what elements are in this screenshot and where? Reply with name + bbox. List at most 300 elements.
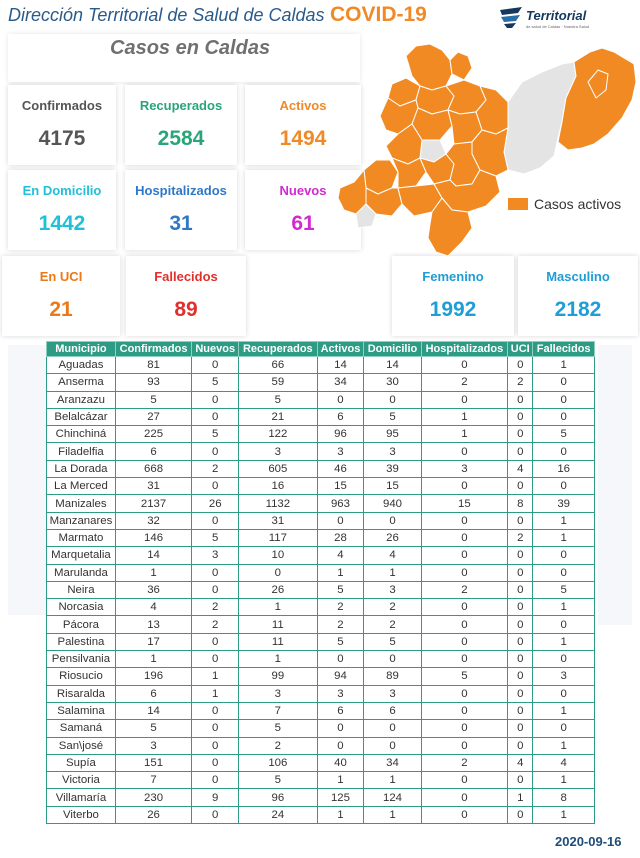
table-row [47,512,595,529]
stat-card-domicilio [8,170,116,250]
value-cell: 11 [239,633,317,650]
value-cell: 3 [115,737,191,754]
side-shade [8,345,48,615]
value-cell: 0 [508,357,533,374]
value-cell: 4 [533,754,595,771]
value-cell: 26 [364,529,421,546]
value-cell: 151 [115,754,191,771]
municipio-cell: Anserma [47,374,116,391]
value-cell: 5 [533,581,595,598]
value-cell: 0 [421,512,508,529]
value-cell: 1 [239,599,317,616]
value-cell: 0 [192,391,239,408]
table-row [47,720,595,737]
value-cell: 0 [508,391,533,408]
value-cell: 0 [421,599,508,616]
value-cell: 0 [421,633,508,650]
value-cell: 7 [239,702,317,719]
value-cell: 66 [239,357,317,374]
municipio-cell: Aranzazu [47,391,116,408]
table-row [47,426,595,443]
value-cell: 0 [508,512,533,529]
table-row [47,478,595,495]
value-cell: 0 [317,391,364,408]
value-cell: 1 [421,426,508,443]
value-cell: 8 [508,495,533,512]
stat-label: Hospitalizados [135,183,227,198]
table-row [47,668,595,685]
value-cell: 0 [508,581,533,598]
value-cell: 2 [192,460,239,477]
value-cell: 0 [192,512,239,529]
value-cell: 0 [533,685,595,702]
value-cell: 16 [533,460,595,477]
value-cell: 3 [364,685,421,702]
municipios-table [46,341,595,824]
value-cell: 0 [317,651,364,668]
stat-card-confirmados [8,85,116,165]
stat-label: En UCI [39,269,83,284]
report-date: 2020-09-16 [555,834,622,849]
value-cell: 0 [508,443,533,460]
value-cell: 36 [115,581,191,598]
value-cell: 2 [364,599,421,616]
stat-label: Activos [279,98,327,113]
stat-card-masculino [518,256,638,336]
legend-swatch [508,198,528,210]
municipio-cell: Samaná [47,720,116,737]
value-cell: 0 [533,616,595,633]
value-cell: 1132 [239,495,317,512]
municipio-cell: Aguadas [47,357,116,374]
value-cell: 117 [239,529,317,546]
value-cell: 0 [421,357,508,374]
value-cell: 0 [192,408,239,425]
table-row [47,547,595,564]
value-cell: 3 [421,460,508,477]
value-cell: 0 [421,391,508,408]
value-cell: 0 [508,633,533,650]
value-cell: 0 [508,599,533,616]
value-cell: 6 [317,408,364,425]
value-cell: 1 [533,737,595,754]
value-cell: 0 [421,564,508,581]
municipio-cell: Viterbo [47,806,116,823]
municipio-cell: Victoria [47,772,116,789]
municipio-cell: Chinchiná [47,426,116,443]
value-cell: 3 [364,581,421,598]
value-cell: 0 [192,651,239,668]
value-cell: 4 [364,547,421,564]
logo-emblem-icon [498,4,524,30]
value-cell: 668 [115,460,191,477]
value-cell: 0 [239,564,317,581]
value-cell: 5 [364,408,421,425]
value-cell: 3 [192,547,239,564]
value-cell: 39 [364,460,421,477]
municipio-cell: Marquetalia [47,547,116,564]
value-cell: 2 [192,599,239,616]
value-cell: 16 [239,478,317,495]
map-region [450,52,472,80]
value-cell: 0 [508,720,533,737]
value-cell: 0 [192,443,239,460]
stat-value: 1442 [38,212,86,235]
municipio-cell: Palestina [47,633,116,650]
value-cell: 39 [533,495,595,512]
territorial-logo [498,4,628,32]
value-cell: 0 [508,564,533,581]
value-cell: 0 [192,633,239,650]
value-cell: 89 [364,668,421,685]
value-cell: 124 [364,789,421,806]
value-cell: 94 [317,668,364,685]
value-cell: 5 [239,391,317,408]
value-cell: 21 [239,408,317,425]
column-header: Activos [317,342,364,357]
value-cell: 96 [317,426,364,443]
value-cell: 24 [239,806,317,823]
value-cell: 3 [239,685,317,702]
stat-label: Nuevos [279,183,327,198]
value-cell: 14 [317,357,364,374]
municipio-cell: Salamina [47,702,116,719]
value-cell: 0 [533,374,595,391]
value-cell: 2 [421,754,508,771]
value-cell: 0 [364,512,421,529]
value-cell: 5 [533,426,595,443]
value-cell: 0 [508,685,533,702]
stat-value: 61 [291,212,315,235]
value-cell: 32 [115,512,191,529]
value-cell: 6 [115,443,191,460]
table-row [47,789,595,806]
municipio-cell: San\josé [47,737,116,754]
value-cell: 2 [317,599,364,616]
value-cell: 0 [421,616,508,633]
stat-value: 2584 [157,127,205,150]
stat-value: 21 [49,298,73,321]
value-cell: 0 [317,720,364,737]
value-cell: 230 [115,789,191,806]
value-cell: 3 [317,685,364,702]
stat-card-femenino [392,256,514,336]
table-row [47,529,595,546]
value-cell: 4 [317,547,364,564]
value-cell: 10 [239,547,317,564]
stat-value: 31 [169,212,193,235]
table-row [47,651,595,668]
value-cell: 6 [115,685,191,702]
table-row [47,702,595,719]
value-cell: 3 [239,443,317,460]
stat-value: 2182 [554,298,602,321]
value-cell: 0 [317,737,364,754]
value-cell: 0 [364,391,421,408]
value-cell: 15 [317,478,364,495]
table-row [47,495,595,512]
stat-label: Confirmados [21,98,103,113]
value-cell: 96 [239,789,317,806]
stat-value: 1494 [279,127,327,150]
value-cell: 7 [115,772,191,789]
value-cell: 8 [533,789,595,806]
stat-card-uci [2,256,120,336]
value-cell: 2 [317,616,364,633]
value-cell: 0 [421,702,508,719]
value-cell: 27 [115,408,191,425]
table-row [47,806,595,823]
value-cell: 3 [317,443,364,460]
municipio-cell: La Merced [47,478,116,495]
municipio-cell: Norcasia [47,599,116,616]
value-cell: 30 [364,374,421,391]
value-cell: 0 [533,408,595,425]
value-cell: 0 [421,737,508,754]
value-cell: 4 [508,460,533,477]
value-cell: 59 [239,374,317,391]
municipio-cell: Belalcázar [47,408,116,425]
value-cell: 106 [239,754,317,771]
table-row [47,391,595,408]
value-cell: 1 [508,789,533,806]
stat-value: 4175 [38,127,86,150]
value-cell: 0 [508,651,533,668]
value-cell: 31 [239,512,317,529]
municipio-cell: Neira [47,581,116,598]
value-cell: 1 [192,668,239,685]
municipio-cell: Manizales [47,495,116,512]
table-row [47,374,595,391]
value-cell: 1 [192,685,239,702]
table-row [47,460,595,477]
value-cell: 146 [115,529,191,546]
value-cell: 122 [239,426,317,443]
value-cell: 4 [115,599,191,616]
value-cell: 14 [364,357,421,374]
value-cell: 1 [421,408,508,425]
municipio-cell: Villamaría [47,789,116,806]
value-cell: 1 [364,564,421,581]
value-cell: 5 [239,772,317,789]
side-shade [598,345,632,625]
value-cell: 1 [317,806,364,823]
value-cell: 1 [533,702,595,719]
municipio-cell: Filadelfia [47,443,116,460]
value-cell: 17 [115,633,191,650]
page-subtitle: Casos en Caldas [110,37,271,59]
column-header: UCI [508,342,533,357]
table-row [47,754,595,771]
value-cell: 0 [421,789,508,806]
value-cell: 81 [115,357,191,374]
column-header: Fallecidos [533,342,595,357]
value-cell: 15 [364,478,421,495]
value-cell: 0 [421,443,508,460]
value-cell: 2 [508,529,533,546]
map-region [338,170,366,214]
stat-value: 1992 [429,298,477,321]
value-cell: 0 [192,581,239,598]
value-cell: 0 [508,806,533,823]
municipio-cell: Marmato [47,529,116,546]
value-cell: 0 [421,806,508,823]
value-cell: 0 [421,720,508,737]
value-cell: 15 [421,495,508,512]
value-cell: 0 [192,806,239,823]
value-cell: 125 [317,789,364,806]
value-cell: 0 [508,668,533,685]
value-cell: 5 [192,529,239,546]
value-cell: 0 [192,737,239,754]
value-cell: 34 [317,374,364,391]
value-cell: 1 [317,772,364,789]
value-cell: 5 [364,633,421,650]
header-title: Dirección Territorial de Salud de Caldas [8,5,325,25]
value-cell: 0 [364,720,421,737]
value-cell: 14 [115,702,191,719]
municipio-cell: Manzanares [47,512,116,529]
value-cell: 6 [317,702,364,719]
value-cell: 0 [317,512,364,529]
value-cell: 0 [508,616,533,633]
column-header: Domicilio [364,342,421,357]
value-cell: 0 [533,564,595,581]
table-row [47,581,595,598]
value-cell: 2 [239,737,317,754]
legend-label: Casos activos [534,196,622,212]
stat-card-hospitalizados [125,170,237,250]
value-cell: 0 [533,720,595,737]
value-cell: 6 [364,702,421,719]
column-header: Municipio [47,342,116,357]
value-cell: 0 [421,529,508,546]
value-cell: 1 [533,529,595,546]
value-cell: 1 [533,357,595,374]
value-cell: 3 [533,668,595,685]
value-cell: 1 [239,651,317,668]
value-cell: 5 [317,633,364,650]
value-cell: 963 [317,495,364,512]
value-cell: 1 [533,512,595,529]
value-cell: 0 [192,720,239,737]
table-row [47,685,595,702]
value-cell: 34 [364,754,421,771]
value-cell: 9 [192,789,239,806]
table-row [47,772,595,789]
table-row [47,599,595,616]
value-cell: 0 [533,391,595,408]
value-cell: 0 [364,651,421,668]
table-row [47,357,595,374]
value-cell: 5 [317,581,364,598]
value-cell: 46 [317,460,364,477]
stat-label: Masculino [546,269,610,284]
table-row [47,564,595,581]
value-cell: 0 [508,408,533,425]
value-cell: 3 [364,443,421,460]
value-cell: 31 [115,478,191,495]
value-cell: 1 [533,599,595,616]
value-cell: 0 [192,702,239,719]
value-cell: 1 [533,806,595,823]
value-cell: 225 [115,426,191,443]
map-legend [508,196,621,212]
municipio-cell: Pácora [47,616,116,633]
value-cell: 5 [115,720,191,737]
stat-label: Fallecidos [154,269,218,284]
value-cell: 0 [533,478,595,495]
municipio-cell: Riosucio [47,668,116,685]
value-cell: 11 [239,616,317,633]
value-cell: 40 [317,754,364,771]
table-row [47,443,595,460]
column-header: Hospitalizados [421,342,508,357]
value-cell: 1 [115,564,191,581]
value-cell: 5 [192,374,239,391]
logo-subtext: de salud de Caldas · Nuestra Salud [526,24,590,29]
table-row [47,633,595,650]
table-body [47,357,595,824]
table-header-row [47,342,595,357]
value-cell: 28 [317,529,364,546]
value-cell: 0 [508,478,533,495]
value-cell: 1 [364,772,421,789]
table-row [47,616,595,633]
value-cell: 0 [508,547,533,564]
value-cell: 1 [317,564,364,581]
caldas-map [336,42,640,260]
logo-text: Territorial [526,8,587,23]
value-cell: 0 [533,443,595,460]
value-cell: 2 [508,374,533,391]
value-cell: 4 [508,754,533,771]
value-cell: 1 [533,772,595,789]
column-header: Recuperados [239,342,317,357]
value-cell: 196 [115,668,191,685]
value-cell: 940 [364,495,421,512]
value-cell: 26 [192,495,239,512]
stat-label: Femenino [422,269,484,284]
table-row [47,408,595,425]
municipio-cell: La Dorada [47,460,116,477]
municipio-cell: Supía [47,754,116,771]
value-cell: 2 [421,581,508,598]
value-cell: 0 [421,772,508,789]
value-cell: 2 [192,616,239,633]
column-header: Confirmados [115,342,191,357]
stat-card-recuperados [125,85,237,165]
municipio-cell: Marulanda [47,564,116,581]
stat-value: 89 [174,298,198,321]
value-cell: 605 [239,460,317,477]
value-cell: 2137 [115,495,191,512]
value-cell: 0 [533,651,595,668]
value-cell: 0 [508,426,533,443]
value-cell: 93 [115,374,191,391]
value-cell: 0 [508,772,533,789]
value-cell: 26 [239,581,317,598]
value-cell: 1 [533,633,595,650]
table-row [47,737,595,754]
value-cell: 5 [239,720,317,737]
value-cell: 0 [192,564,239,581]
value-cell: 14 [115,547,191,564]
value-cell: 0 [533,547,595,564]
value-cell: 0 [192,754,239,771]
value-cell: 0 [421,478,508,495]
stat-label: Recuperados [139,98,223,113]
